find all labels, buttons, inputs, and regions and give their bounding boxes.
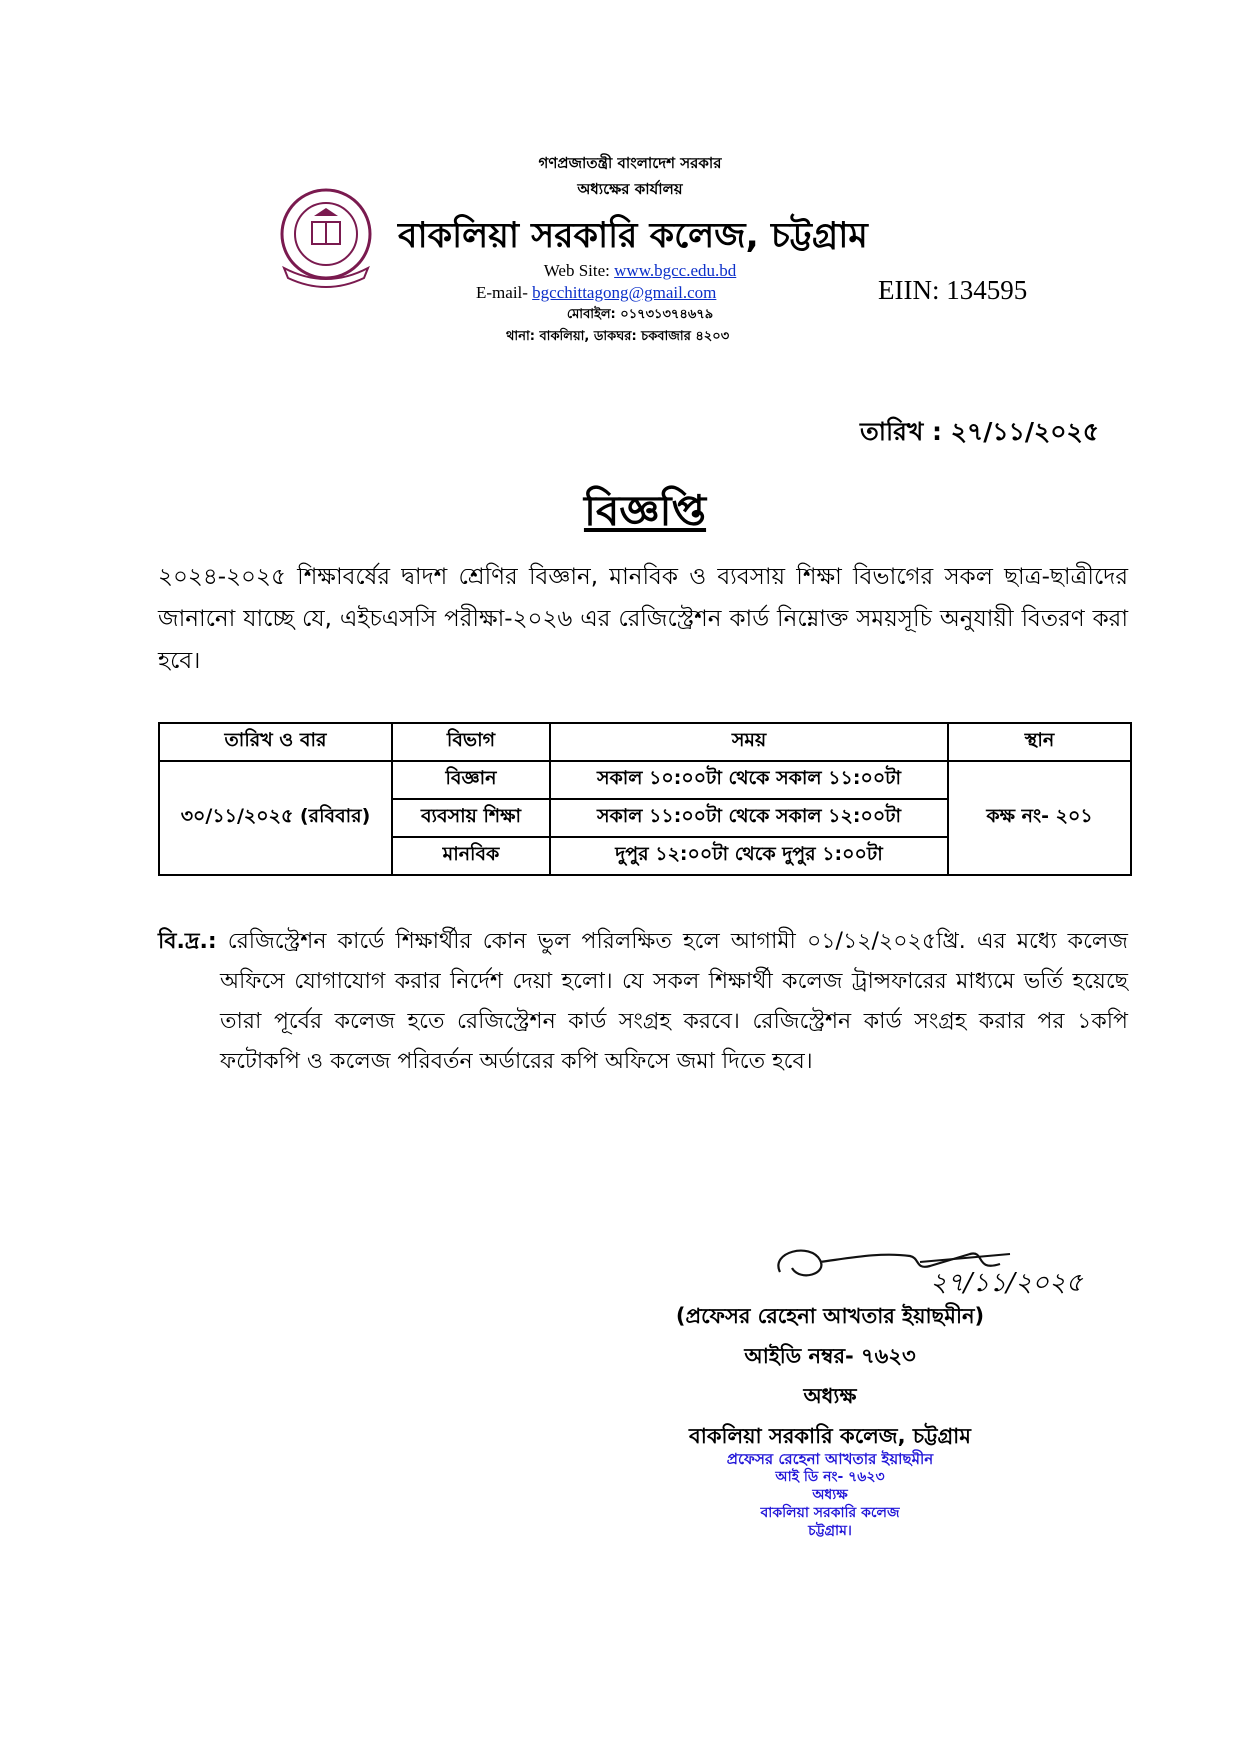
website-link[interactable]: www.bgcc.edu.bd <box>614 261 737 280</box>
note-body <box>158 922 1128 1082</box>
signatory-id: আইডি নম্বর- ৭৬২৩ <box>744 1344 916 1368</box>
signatory-name: (প্রফেসর রেহেনা আখতার ইয়াছমীন) <box>675 1304 985 1328</box>
notice-date: তারিখ : ২৭/১১/২০২৫ <box>860 417 1099 446</box>
note-block <box>158 922 1128 1082</box>
email-link[interactable]: bgcchittagong@gmail.com <box>532 283 717 302</box>
cell-time: দুপুর ১২:০০টা থেকে দুপুর ১:০০টা <box>550 837 948 875</box>
cell-department: মানবিক <box>392 837 550 875</box>
seal-name: প্রফেসর রেহেনা আখতার ইয়াছমীন <box>726 1450 934 1468</box>
email-row <box>470 282 810 304</box>
seal-college: বাকলিয়া সরকারি কলেজ <box>760 1505 900 1521</box>
signature-date: ২৭/১১/২০২৫ <box>930 1268 1083 1298</box>
official-seal <box>680 1450 980 1540</box>
government-line: গণপ্রজাতন্ত্রী বাংলাদেশ সরকার <box>538 154 722 172</box>
cell-department: ব্যবসায় শিক্ষা <box>392 799 550 837</box>
table-header-row <box>159 723 1131 761</box>
cell-time: সকাল ১১:০০টা থেকে সকাল ১২:০০টা <box>550 799 948 837</box>
intro-paragraph: ২০২৪-২০২৫ শিক্ষাবর্ষের দ্বাদশ শ্রেণির বিজ্ঞান, মানবিক ও ব্যবসায় শিক্ষা বিভাগের সকল ছাত্র-ছাত্রীদের জানানো যাচ্ছে যে, এইচএসসি পরীক্ষা-২০২৬ এর রেজিস্ট্রেশন কার্ড নিম্নোক্ত সময়সূচি অনুযায়ী বিতরণ করা হবে। <box>158 564 1128 674</box>
college-logo <box>274 186 378 290</box>
website-label: Web Site: <box>543 261 615 280</box>
header-date: তারিখ ও বার <box>159 723 392 761</box>
website-row <box>470 260 810 282</box>
header-time: সময় <box>550 723 948 761</box>
signature-block <box>650 1296 1010 1456</box>
cell-date: ৩০/১১/২০২৫ (রবিবার) <box>159 761 392 875</box>
note-label: বি.দ্র.: <box>158 929 217 954</box>
seal-city: চট্টগ্রাম। <box>808 1523 852 1539</box>
seal-designation: অধ্যক্ষ <box>812 1487 848 1503</box>
table-row <box>159 761 1131 799</box>
schedule-table <box>158 722 1132 876</box>
cell-department: বিজ্ঞান <box>392 761 550 799</box>
college-name: বাকলিয়া সরকারি কলেজ, চট্টগ্রাম <box>398 216 868 256</box>
cell-place: কক্ষ নং- ২০১ <box>948 761 1131 875</box>
mobile-row: মোবাইল: ০১৭৩১৩৭৪৬৭৯ <box>566 307 714 322</box>
signatory-college: বাকলিয়া সরকারি কলেজ, চট্টগ্রাম <box>689 1424 971 1448</box>
contact-block <box>470 260 810 348</box>
header-place: স্থান <box>948 723 1131 761</box>
signatory-designation: অধ্যক্ষ <box>803 1384 857 1408</box>
seal-id: আই ডি নং- ৭৬২৩ <box>775 1469 885 1485</box>
email-label: E-mail- <box>476 283 533 302</box>
note-text: রেজিস্ট্রেশন কার্ডে শিক্ষার্থীর কোন ভুল পরিলক্ষিত হলে আগামী ০১/১২/২০২৫খ্রি. এর মধ্যে কলেজ অফিসে যোগাযোগ করার নির্দেশ দেয়া হলো। যে সকল শিক্ষার্থী কলেজ ট্রান্সফারের মাধ্যমে ভর্তি হয়েছে তারা পূর্বের কলেজ হতে রেজিস্ট্রেশন কার্ড সংগ্রহ করবে। রেজিস্ট্রেশন কার্ড সংগ্রহ করার পর ১কপি ফটোকপি ও কলেজ পরিবর্তন অর্ডারের কপি অফিসে জমা দিতে হবে। <box>220 929 1128 1074</box>
eiin: EIIN: 134595 <box>878 275 1028 305</box>
cell-time: সকাল ১০:০০টা থেকে সকাল ১১:০০টা <box>550 761 948 799</box>
address-row: থানা: বাকলিয়া, ডাকঘর: চকবাজার ৪২০৩ <box>506 329 730 344</box>
notice-title: বিজ্ঞপ্তি <box>583 486 707 535</box>
header-department: বিভাগ <box>392 723 550 761</box>
office-line: অধ্যক্ষের কার্যালয় <box>577 180 683 198</box>
